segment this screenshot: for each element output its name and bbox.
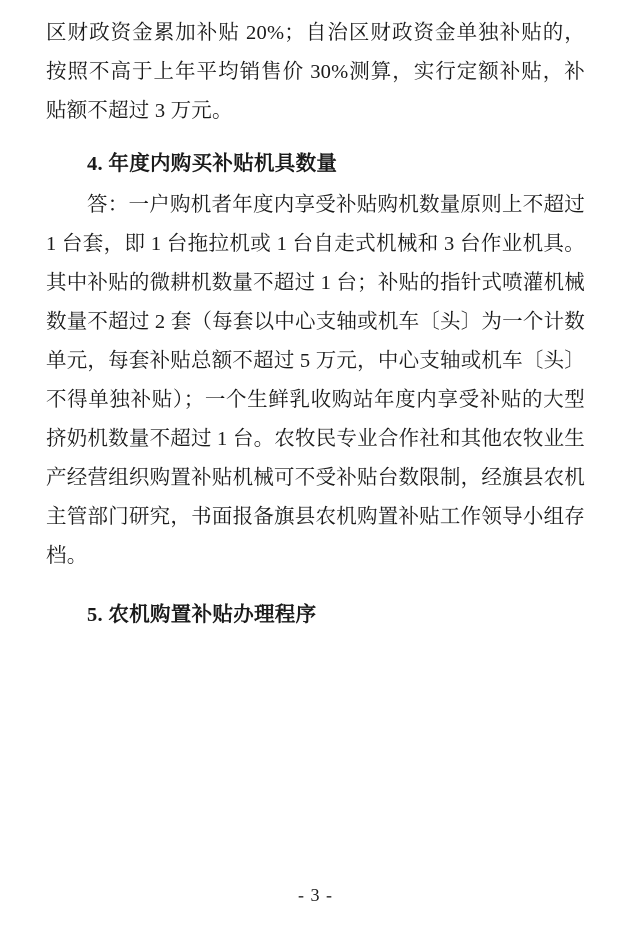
paragraph-continued: 区财政资金累加补贴 20%；自治区财政资金单独补贴的，按照不高于上年平均销售价 30%测算，实行定额补贴，补贴额不超过 3 万元。 (46, 22, 585, 122)
page-number: - 3 - (298, 885, 333, 905)
paragraph-answer-4: 答：一户购机者年度内享受补贴购机数量原则上不超过 1 台套，即 1 台拖拉机或 1 台自走式机械和 3 台作业机具。其中补贴的微耕机数量不超过 1 台；补贴的指针式喷灌机械数量不超过 2 套（每套以中心支轴或机车〔头〕为一个计数单元，每套补贴总额不超过 5 万元，中心支轴或机车〔头〕不得单独补贴）；一个生鲜乳收购站年度内享受补贴的大型挤奶机数量不超过 1 台。农牧民专业合作社和其他农牧业生产经营组织购置补贴机械可不受补贴台数限制，经旗县农机主管部门研究，书面报备旗县农机购置补贴工作领导小组存档。 (46, 194, 585, 567)
heading-item-5: 5. 农机购置补贴办理程序 (87, 604, 317, 626)
section-spacer-2 (46, 576, 585, 590)
section-spacer (46, 131, 585, 145)
heading-item-4: 4. 年度内购买补贴机具数量 (87, 153, 338, 175)
